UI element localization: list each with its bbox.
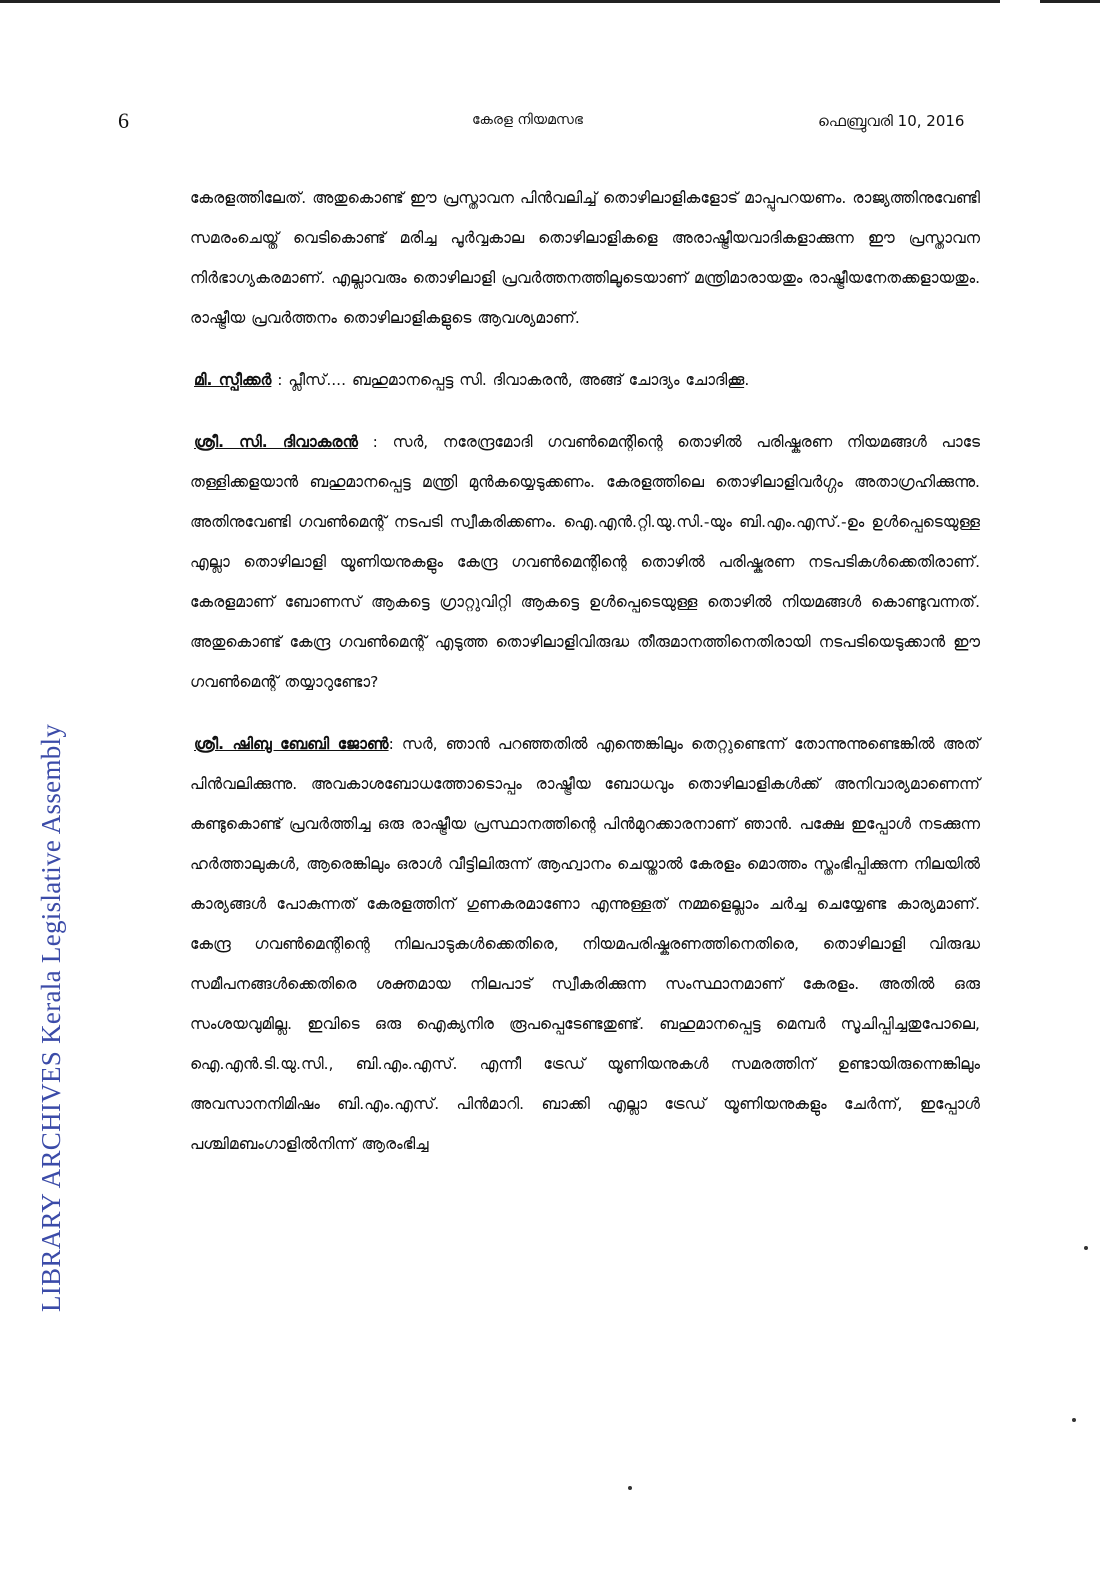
speaker-name: ശ്രീ. ഷിബു ബേബി ജോൺ [194,735,389,753]
page-number: 6 [118,108,129,133]
scan-speck [1084,1246,1088,1250]
scan-speck [1072,1418,1076,1422]
header-title: കേരള നിയമസഭ [472,112,583,128]
paragraph-text: കേരളത്തിലേത്. അതുകൊണ്ട് ഈ പ്രസ്താവന പിൻവലിച്ച് തൊഴിലാളികളോട് മാപ്പുപറയണം. രാജ്യത്തിനുവേണ്ടി സമരംചെയ്ത് വെടികൊണ്ട് മരിച്ച പൂർവ്വകാല തൊഴിലാളികളെ അരാഷ്ട്രീയവാദികളാക്കുന്ന ഈ പ്രസ്താവന നിർഭാഗ്യകരമാണ്. എല്ലാവരും തൊഴിലാളി പ്രവർത്തനത്തിലൂടെയാണ് മന്ത്രിമാരായതും രാഷ്ട്രീയനേതക്കളായതും. രാഷ്ട്രീയ പ്രവർത്തനം തൊഴിലാളികളുടെ ആവശ്യമാണ്. [190,189,980,327]
paragraph [190,724,980,1164]
scan-border-line [0,0,1000,3]
speaker-name: ശ്രീ. സി. ദിവാകരൻ [194,433,358,451]
archive-watermark: LIBRARY ARCHIVES Kerala Legislative Assembly [36,723,66,1312]
paragraph [190,360,980,400]
page-header [0,108,1112,138]
paragraph [190,178,980,338]
header-date: ഫെബ്രുവരി 10, 2016 [818,112,965,130]
paragraph-text: : സർ, ഞാൻ പറഞ്ഞതിൽ എന്തെങ്കിലും തെറ്റുണ്ടെന്ന് തോന്നുന്നുണ്ടെങ്കിൽ അത് പിൻവലിക്കുന്നു. അവകാശബോധത്തോടൊപ്പം രാഷ്ട്രീയ ബോധവും തൊഴിലാളികൾക്ക് അനിവാര്യമാണെന്ന് കണ്ടുകൊണ്ട് പ്രവർത്തിച്ച ഒരു രാഷ്ട്രീയ പ്രസ്ഥാനത്തിന്റെ പിൻമുറക്കാരനാണ് ഞാൻ. പക്ഷേ ഇപ്പോൾ നടക്കുന്ന ഹർത്താലുകൾ, ആരെങ്കിലും ഒരാൾ വീട്ടിലിരുന്ന് ആഹ്വാനം ചെയ്താൽ കേരളം മൊത്തം സ്തംഭിപ്പിക്കുന്ന നിലയിൽ കാര്യങ്ങൾ പോകുന്നത് കേരളത്തിന് ഗുണകരമാണോ എന്നുള്ളത് നമ്മളെല്ലാം ചർച്ച ചെയ്യേണ്ട കാര്യമാണ്. കേന്ദ്ര ഗവൺമെന്റിന്റെ നിലപാടുകൾക്കെതിരെ, നിയമപരിഷ്കരണത്തിനെതിരെ, തൊഴിലാളി വിരുദ്ധ സമീപനങ്ങൾക്കെതിരെ ശക്തമായ നിലപാട് സ്വീകരിക്കുന്ന സംസ്ഥാനമാണ് കേരളം. അതിൽ ഒരു സംശയവുമില്ല. ഇവിടെ ഒരു ഐക്യനിര രൂപപ്പെടേണ്ടതുണ്ട്. ബഹുമാനപ്പെട്ട മെമ്പർ സൂചിപ്പിച്ചതുപോലെ, ഐ.എൻ.ടി.യു.സി., ബി.എം.എസ്. എന്നീ ട്രേഡ് യൂണിയനുകൾ സമരത്തിന് ഉണ്ടായിരുന്നെങ്കിലും അവസാനനിമിഷം ബി.എം.എസ്. പിൻമാറി. ബാക്കി എല്ലാ ട്രേഡ് യൂണിയനുകളും ചേർന്ന്, ഇപ്പോൾ പശ്ചിമബംഗാളിൽനിന്ന് ആരംഭിച്ച [190,735,980,1153]
paragraph [190,422,980,702]
scan-border-line-right [1040,0,1100,3]
paragraph-text: : സർ, നരേന്ദ്രമോദി ഗവൺമെന്റിന്റെ തൊഴിൽ പരിഷ്കരണ നിയമങ്ങൾ പാടേ തള്ളിക്കളയാൻ ബഹുമാനപ്പെട്ട മന്ത്രി മുൻകയ്യെടുക്കണം. കേരളത്തിലെ തൊഴിലാളിവർഗ്ഗം അതാഗ്രഹിക്കുന്നു. അതിനുവേണ്ടി ഗവൺമെന്റ് നടപടി സ്വീകരിക്കണം. ഐ.എൻ.റ്റി.യു.സി.-യും ബി.എം.എസ്.-ഉം ഉൾപ്പെടെയുള്ള എല്ലാ തൊഴിലാളി യൂണിയനുകളും കേന്ദ്ര ഗവൺമെന്റിന്റെ തൊഴിൽ പരിഷ്കരണ നടപടികൾക്കെതിരാണ്. കേരളമാണ് ബോണസ് ആകട്ടെ ഗ്രാറ്റുവിറ്റി ആകട്ടെ ഉൾപ്പെടെയുള്ള തൊഴിൽ നിയമങ്ങൾ കൊണ്ടുവന്നത്. അതുകൊണ്ട് കേന്ദ്ര ഗവൺമെന്റ് എടുത്ത തൊഴിലാളിവിരുദ്ധ തീരുമാനത്തിനെതിരായി നടപടിയെടുക്കാൻ ഈ ഗവൺമെന്റ് തയ്യാറുണ്ടോ? [190,433,980,691]
paragraph-text: : പ്ലീസ്.... ബഹുമാനപ്പെട്ട സി. ദിവാകരൻ, അങ്ങ് ചോദ്യം ചോദിക്കൂ. [271,371,750,389]
page-body [190,178,980,1164]
scan-speck [628,1486,632,1490]
speaker-name: മി. സ്പീക്കർ [194,371,272,389]
